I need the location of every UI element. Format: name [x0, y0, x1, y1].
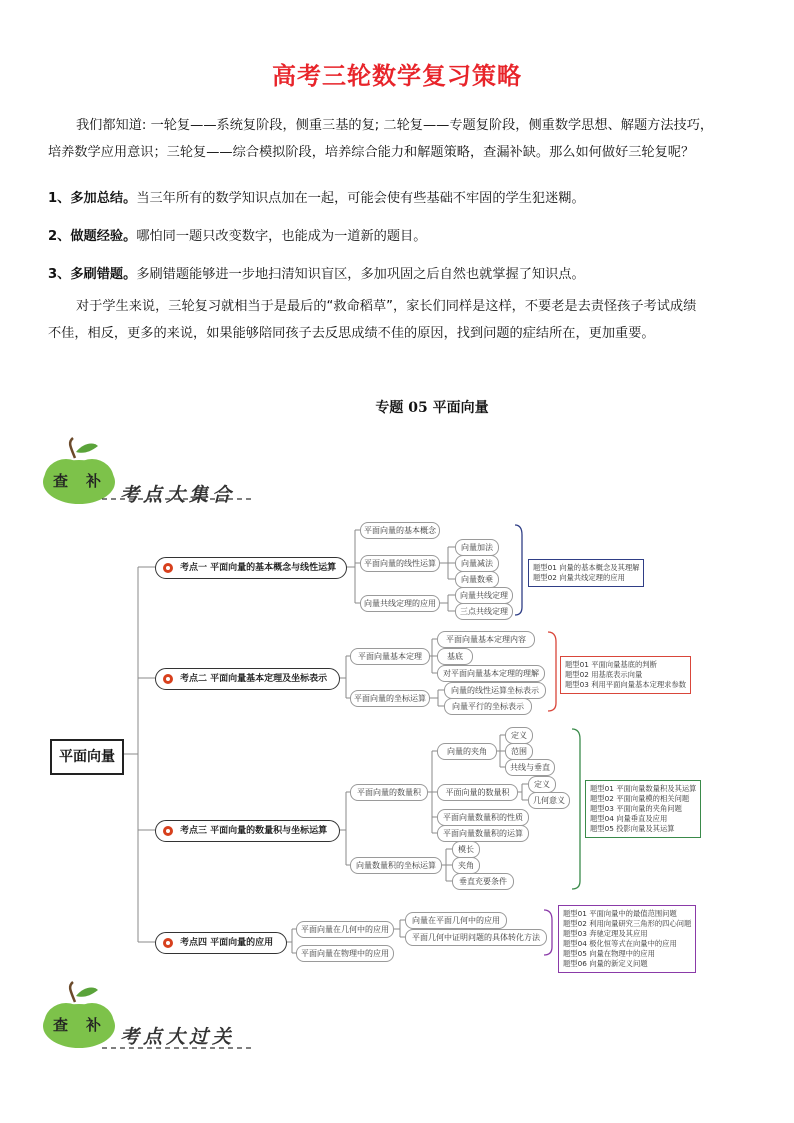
k3-leaf-collinear-perp: 共线与垂直	[505, 759, 555, 776]
k4-type-1: 题型01 平面向量中的最值范围问题	[563, 909, 677, 918]
k4-type-6: 题型06 向量的新定义问题	[563, 959, 648, 968]
k3-type-4: 题型04 向量垂直及应用	[590, 814, 668, 823]
k2-leaf-parallel-coord: 向量平行的坐标表示	[444, 698, 532, 715]
k2-leaf-basis: 基底	[437, 648, 473, 665]
intro-text-1: 我们都知道: 一轮复——系统复阶段，侧重三基的复; 二轮复——专题复阶段，侧重数学思想、解题方法技巧，	[76, 118, 714, 133]
k3-leaf-angle-range: 范围	[505, 743, 533, 760]
k3-leaf-dot-def: 定义	[528, 776, 556, 793]
k1-sub-basic: 平面向量的基本概念	[360, 522, 440, 539]
k4-sub-physics: 平面向量在物理中的应用	[296, 945, 394, 962]
k3-mid-properties: 平面向量数量积的性质	[437, 809, 529, 826]
k3-question-types	[585, 780, 701, 838]
badge-1-banner: 考点大集合	[120, 484, 236, 506]
badge-1-char-right: 补	[86, 472, 102, 490]
badge-1-char-left: 查	[53, 472, 69, 490]
k2-leaf-understanding: 对平面向量基本定理的理解	[437, 665, 545, 682]
k4-bullet-icon	[163, 938, 173, 948]
tip-3	[48, 265, 748, 284]
tip-1-text: 当三年所有的数学知识点加在一起，可能会使有些基础不牢固的学生犯迷糊。	[136, 191, 585, 206]
k2-leaf-content: 平面向量基本定理内容	[437, 631, 535, 648]
k3-leaf-modulus: 模长	[452, 841, 480, 858]
k3-leaf-perp-condition: 垂直充要条件	[452, 873, 514, 890]
k1-sub-collinear: 向量共线定理的应用	[360, 595, 440, 612]
k2-type-2: 题型02 用基底表示向量	[565, 670, 643, 679]
mindmap-root: 平面向量	[50, 739, 124, 775]
k4-leaf-plane-geometry: 向量在平面几何中的应用	[405, 912, 507, 929]
k3-mid-operation: 平面向量数量积的运算	[437, 825, 529, 842]
k1-sub-linear: 平面向量的线性运算	[360, 555, 440, 572]
k2-sub-coord: 平面向量的坐标运算	[350, 690, 430, 707]
k1-type-2: 题型02 向量共线定理的应用	[533, 573, 625, 582]
tip-2-text: 哪怕同一题只改变数字，也能成为一道新的题目。	[136, 229, 427, 244]
k1-leaf-scalar: 向量数乘	[455, 571, 499, 588]
k4-question-types	[558, 905, 696, 973]
k1-type-1: 题型01 向量的基本概念及其理解	[533, 563, 640, 572]
k3-leaf-coord-angle: 夹角	[452, 857, 480, 874]
badge-2-char-right: 补	[86, 1016, 102, 1034]
k4-leaf-proof-method: 平面几何中证明问题的具体转化方法	[405, 929, 547, 946]
topic-heading: 专题 05 平面向量	[375, 400, 489, 416]
closing-text-b: 不佳，相反，更多的来说，如果能够陪同孩子去反思成绩不佳的原因，找到问题的症结所在，更加重要。	[48, 326, 655, 341]
k2-type-3: 题型03 利用平面向量基本定理求参数	[565, 680, 687, 689]
k4-type-4: 题型04 极化恒等式在向量中的应用	[563, 939, 677, 948]
k1-label: 考点一 平面向量的基本概念与线性运算	[180, 563, 337, 573]
k2-label: 考点二 平面向量基本定理及坐标表示	[180, 674, 328, 684]
k1-leaf-three-points: 三点共线定理	[455, 603, 513, 620]
k3-type-3: 题型03 平面向量的夹角问题	[590, 804, 682, 813]
tip-3-label: 3、多刷错题。	[48, 267, 137, 282]
k3-mid-dot: 平面向量的数量积	[437, 784, 518, 801]
k1-question-types	[528, 559, 644, 587]
topic-node-k1	[155, 557, 347, 579]
k3-leaf-dot-geometry: 几何意义	[528, 792, 570, 809]
k3-leaf-angle-def: 定义	[505, 727, 533, 744]
topic-node-k4	[155, 932, 287, 954]
k2-bullet-icon	[163, 674, 173, 684]
k3-type-1: 题型01 平面向量数量积及其运算	[590, 784, 697, 793]
k3-sub-coord: 向量数量积的坐标运算	[350, 857, 442, 874]
intro-paragraph	[48, 116, 748, 171]
k4-type-2: 题型02 利用向量研究三角形的四心问题	[563, 919, 692, 928]
k4-type-5: 题型05 向量在物理中的应用	[563, 949, 655, 958]
topic-node-k2	[155, 668, 340, 690]
tip-2	[48, 227, 748, 246]
tip-1	[48, 189, 748, 208]
k2-question-types	[560, 656, 691, 694]
badge-2-banner: 考点大过关	[120, 1026, 236, 1048]
k1-bullet-icon	[163, 563, 173, 573]
k2-leaf-linear-coord: 向量的线性运算坐标表示	[444, 682, 546, 699]
tip-1-label: 1、多加总结。	[48, 191, 137, 206]
intro-text-1b: 培养数学应用意识；三轮复——综合模拟阶段，培养综合能力和解题策略，查漏补缺。那么如何做好三轮复呢？	[48, 145, 695, 160]
k3-type-2: 题型02 平面向量模的相关问题	[590, 794, 690, 803]
closing-text: 对于学生来说，三轮复习就相当于是最后的“救命稻草”，家长们同样是这样，不要老是去责怪孩子考试成绩	[76, 299, 697, 314]
topic-node-k3	[155, 820, 340, 842]
k3-type-5: 题型05 投影向量及其运算	[590, 824, 675, 833]
badge-2-char-left: 查	[53, 1016, 69, 1034]
k4-type-3: 题型03 奔驰定理及其应用	[563, 929, 648, 938]
closing-paragraph	[48, 297, 748, 352]
k4-label: 考点四 平面向量的应用	[180, 938, 274, 948]
tip-3-text: 多刷错题能够进一步地扫清知识盲区，多加巩固之后自然也就掌握了知识点。	[136, 267, 585, 282]
k4-sub-geometry: 平面向量在几何中的应用	[296, 921, 394, 938]
k1-leaf-collinear-thm: 向量共线定理	[455, 587, 513, 604]
page-title: 高考三轮数学复习策略	[272, 62, 522, 90]
k2-type-1: 题型01 平面向量基底的判断	[565, 660, 657, 669]
k3-mid-angle: 向量的夹角	[437, 743, 497, 760]
k3-label: 考点三 平面向量的数量积与坐标运算	[180, 826, 328, 836]
k1-leaf-sub: 向量减法	[455, 555, 499, 572]
k2-sub-theorem: 平面向量基本定理	[350, 648, 430, 665]
tip-2-label: 2、做题经验。	[48, 229, 137, 244]
k3-bullet-icon	[163, 826, 173, 836]
k1-leaf-add: 向量加法	[455, 539, 499, 556]
k3-sub-dot: 平面向量的数量积	[350, 784, 428, 801]
